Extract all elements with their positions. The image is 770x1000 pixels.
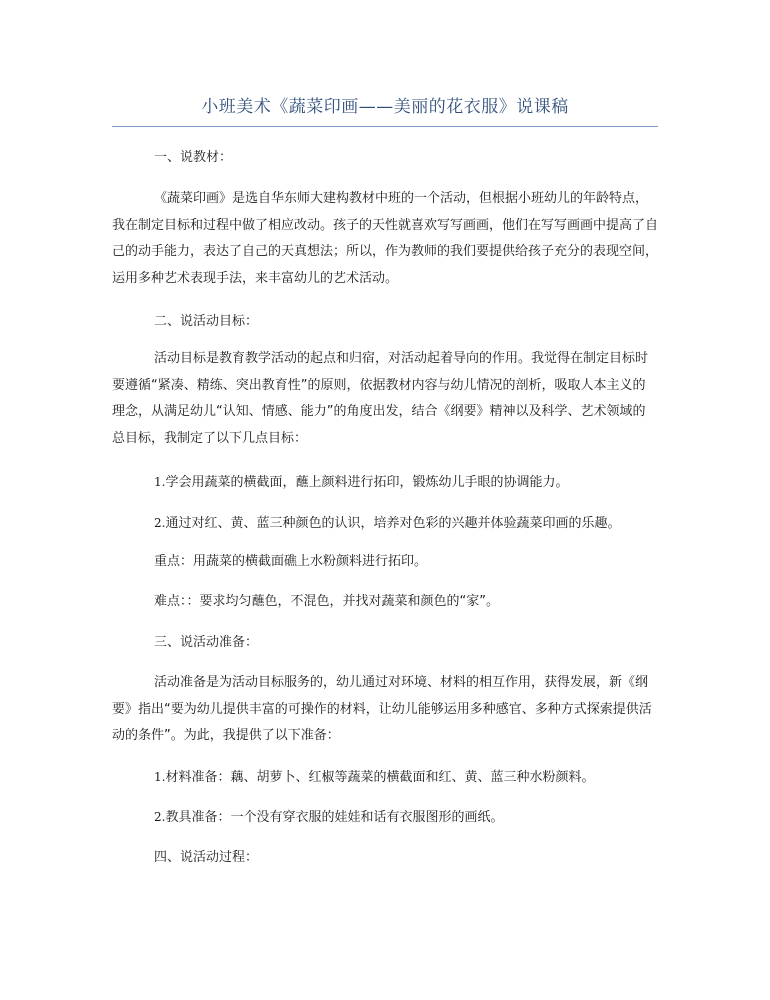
- goal-2-number: 2.: [154, 516, 166, 530]
- section-3-heading: 三、说活动准备：: [154, 635, 259, 650]
- section-4-heading: 四、说活动过程：: [154, 850, 259, 865]
- prep-1-text: 材料准备：藕、胡萝卜、红椒等蔬菜的横截面和红、黄、蓝三种水粉颜料。: [165, 770, 595, 785]
- key-point: 重点：用蔬菜的横截面礁上水粉颜料进行拓印。: [154, 554, 428, 569]
- goal-1-text: 学会用蔬菜的横截面，蘸上颜料进行拓印，锻炼幼儿手眼的协调能力。: [165, 475, 569, 490]
- goal-2: [112, 510, 658, 538]
- title-underline: [112, 126, 658, 127]
- goal-1-number: 1.: [154, 475, 166, 489]
- prep-1: [112, 764, 658, 792]
- prep-2-number: 2.: [154, 810, 166, 824]
- section-2-paragraph: 活动目标是教育教学活动的起点和归宿，对活动起着导向的作用。我觉得在制定目标时要遵循“紧凑、精练、突出教育性”的原则，依据教材内容与幼儿情况的剖析，吸取人本主义的理念，从满足幼儿“认知、情感、能力”的角度出发，结合《纲要》精神以及科学、艺术领域的总目标，我制定了以下几点目标：: [112, 351, 649, 446]
- goal-1: [112, 469, 658, 497]
- section-1-heading: 一、说教材：: [154, 150, 233, 165]
- section-3-paragraph: 活动准备是为活动目标服务的，幼儿通过对环境、材料的相互作用，获得发展，新《纲要》指出“要为幼儿提供丰富的可操作的材料，让幼儿能够运用多种感官、多种方式探索提供活动的条件”。为此，我提供了以下准备：: [112, 675, 652, 743]
- prep-1-number: 1.: [154, 770, 166, 784]
- goal-2-text: 通过对红、黄、蓝三种颜色的认识，培养对色彩的兴趣并体验蔬菜印画的乐趣。: [165, 516, 621, 531]
- difficulty: 难点：：要求均匀蘸色，不混色，并找对蔬菜和颜色的“家”。: [154, 594, 499, 609]
- document-title: 小班美术《蔬菜印画——美丽的花衣服》说课稿: [201, 97, 569, 117]
- section-2-heading: 二、说活动目标：: [154, 314, 259, 329]
- prep-2: [112, 804, 658, 832]
- prep-2-text: 教具准备：一个没有穿衣服的娃娃和话有衣服图形的画纸。: [165, 810, 504, 825]
- section-1-paragraph: 《蔬菜印画》是选自华东师大建构教材中班的一个活动，但根据小班幼儿的年龄特点，我在制定目标和过程中做了相应改动。孩子的天性就喜欢写写画画，他们在写写画画中提高了自己的动手能力，表达了自己的天真想法；所以，作为教师的我们要提供给孩子充分的表现空间，运用多种艺术表现手法，来丰富幼儿的艺术活动。: [112, 191, 659, 286]
